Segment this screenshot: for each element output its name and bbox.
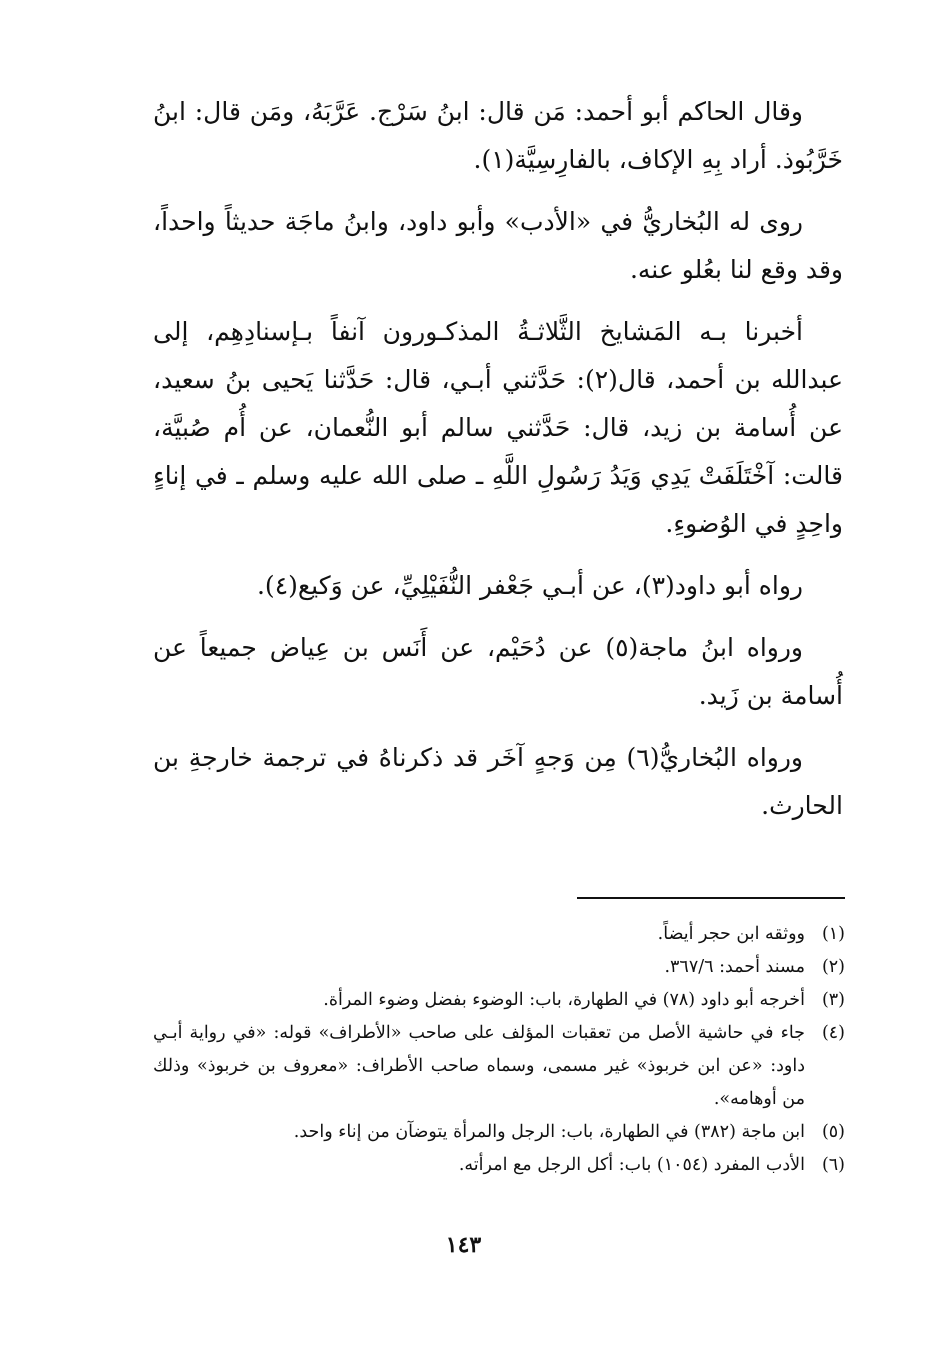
footnote-text: أخرجه أبو داود (٧٨) في الطهارة، باب: الوضوء بفضل وضوء المرأة.: [323, 990, 805, 1010]
footnote-3: [153, 984, 845, 1017]
footnote-text: ابن ماجة (٣٨٢) في الطهارة، باب: الرجل والمرأة يتوضآن من إناء واحد.: [293, 1122, 805, 1142]
paragraph-1: وقال الحاكم أبو أحمد: مَن قال: ابنُ سَرْج. عَرَّبَهُ، ومَن قال: ابنُ خَرَّبُوذ. أراد بِهِ الإكاف، بالفارِسِيَّة(١).: [153, 97, 843, 174]
footnote-text: جاء في حاشية الأصل من تعقبات المؤلف على صاحب «الأطراف» قوله: «في رواية أبـي داود: «عن ابن خربوذ» غير مسمى، وسماه صاحب الأطراف: «معروف بن خربوذ» وذلك من أوهامه».: [153, 1023, 805, 1109]
footnote-number: (٢): [821, 957, 845, 977]
footnote-text: مسند أحمد: ٣٦٧/٦.: [664, 957, 805, 977]
paragraph-5: ورواه ابنُ ماجة(٥) عن دُحَيْم، عن أَنَس بن عِياض جميعاً عن أُسامة بن زَيد.: [153, 633, 843, 710]
footnote-number: (٦): [821, 1155, 845, 1175]
footnote-5: [153, 1116, 845, 1149]
main-text: [153, 88, 843, 844]
paragraph-6: ورواه البُخاريُّ(٦) مِن وَجهٍ آخَر قد ذكرناهُ في ترجمة خارجةِ بن الحارث.: [153, 743, 843, 820]
footnote-number: (١): [821, 924, 845, 944]
footnotes: [153, 918, 845, 1182]
footnote-number: (٣): [821, 990, 845, 1010]
page-number: ١٤٣: [445, 1232, 482, 1258]
paragraph-2: روى له البُخاريُّ في «الأدب» وأبو داود، وابنُ ماجَة حديثاً واحداً، وقد وقع لنا بعُلو عنه.: [153, 207, 843, 284]
footnote-text: الأدب المفرد (١٠٥٤) باب: أكل الرجل مع امرأته.: [458, 1155, 805, 1175]
paragraph-4: رواه أبو داود(٣)، عن أبـي جَعْفر النُّفَيْلِيِّ، عن وَكيع(٤).: [256, 571, 803, 600]
footnote-1: [153, 918, 845, 951]
footnote-divider: [577, 897, 845, 899]
footnote-2: [153, 951, 845, 984]
footnote-4: [153, 1017, 845, 1116]
footnote-number: (٥): [821, 1122, 845, 1142]
footnote-6: [153, 1149, 845, 1182]
footnote-number: (٤): [821, 1023, 845, 1043]
footnote-text: ووثقه ابن حجر أيضاً.: [657, 924, 805, 944]
paragraph-3: أخبرنا بـه المَشايخ الثَّلاثـةُ المذكـورون آنفاً بـإسنادِهِم، إلى عبدالله بن أحمد، قال(٢): حَدَّثني أبـي، قال: حَدَّثنا يَحيى بنُ سعيد، عن أُسامة بن زيد، قال: حَدَّثني سالم أبو النُّعمان، عن أُم صُبيَّة، قالت: آخْتَلَفَتْ يَدِي وَيَدُ رَسُولِ اللَّهِ ـ صلى الله عليه وسلم ـ في إناءٍ واحِدٍ في الوُضوءِ.: [153, 317, 843, 538]
